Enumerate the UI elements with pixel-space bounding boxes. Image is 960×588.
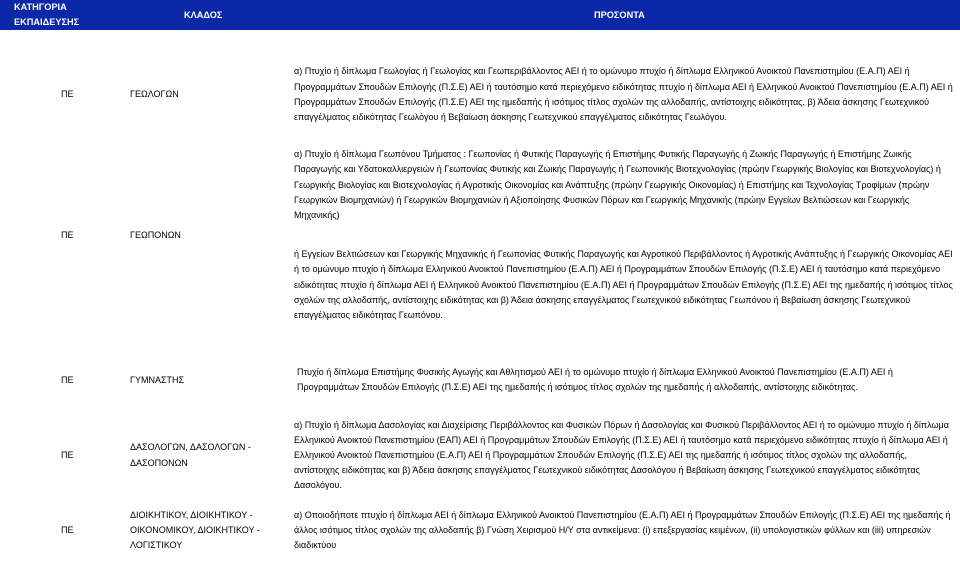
qualification-paragraph: α) Οποιοδήποτε πτυχίο ή δίπλωμα ΑΕΙ ή δίπλωμα Ελληνικού Ανοικτού Πανεπιστημίου (Ε.Α.Π) ΑΕΙ ή Προγραμμάτων Σπουδών Επιλογής (Π.Σ.Ε) ΑΕΙ της ημεδαπής ή άλλος ισότιμος τίτλος σχολών της αλλοδαπής β) Γνώση Χειρισμού Η/Υ στα αντικείμενα: (i) επεξεργασίας κειμένων, (ii) υπολογιστικών φύλλων και (iii) υπηρεσιών διαδικτύου <box>294 509 951 551</box>
row-branch: ΔΑΣΟΛΟΓΩΝ, ΔΑΣΟΛΟΓΩΝ - ΔΑΣΟΠΟΝΩΝ <box>130 442 251 468</box>
row-qualifications <box>286 365 960 395</box>
row-qualifications <box>286 418 960 494</box>
header-qualifications: ΠΡΟΣΟΝΤΑ <box>286 0 960 30</box>
row-category: ΠΕ <box>61 450 74 461</box>
table-row <box>0 508 960 554</box>
table-header-row <box>0 0 960 30</box>
qualification-paragraph: α) Πτυχίο ή δίπλωμα Γεωπόνου Τμήματος : Γεωπονίας ή Φυτικής Παραγωγής ή Επιστήμης Φυτικής Παραγωγής ή Ζωικής Παραγωγής ή Επιστήμης Ζωικής Παραγωγής και Υδατοκαλλιεργειών ή Γεωπονίας Φυτικής και Ζωικής Παραγωγής ή Γεωπονικής Βιοτεχνολογίας (πρώην Γεωργικής Βιολογίας και Βιοτεχνολογίας) ή Γεωργικής Βιολογίας και Βιοτεχνολογίας ή Αγροτικής Οικονομίας και Ανάπτυξης (πρώην Γεωργικής Οικονομίας) ή Επιστήμης και Τεχνολογίας Τροφίμων (πρώην Γεωργικών Βιομηχανιών) ή Γεωργικών Βιομηχανιών ή Αξιοποίησης Φυσικών Πόρων και Γεωργικής Μηχανικής (πρώην Εγγείων Βελτιώσεων και Γεωργικής Μηχανικής) <box>294 149 941 221</box>
table-row <box>0 365 960 395</box>
row-branch: ΓΕΩΠΟΝΩΝ <box>130 229 181 240</box>
table-row <box>0 147 960 323</box>
table-row <box>0 64 960 125</box>
table-row <box>0 418 960 494</box>
header-category: ΚΑΤΗΓΟΡΙΑ ΕΚΠΑΙΔΕΥΣΗΣ <box>0 0 120 30</box>
qualification-paragraph: α) Πτυχίο ή δίπλωμα Δασολογίας και Διαχείρισης Περιβάλλοντος και Φυσικών Πόρων ή Δασολογίας και Φυσικού Περιβάλλοντος ΑΕΙ ή το ομώνυμο πτυχίο ή δίπλωμα Ελληνικού Ανοικτού Πανεπιστημίου (ΕΑΠ) ΑΕΙ ή Προγραμμάτων Σπουδών Επιλογής (Π.Σ.Ε) ΑΕΙ ή ταυτόσημο κατά περιεχόμενο ειδικότητας πτυχίο ή δίπλωμα ΑΕΙ ή Ελληνικού Ανοικτού Πανεπιστημίου (Ε.Α.Π) ΑΕΙ ή Προγραμμάτων Σπουδών Επιλογής (Π.Σ.Ε) ΑΕΙ της ημεδαπής ή ισότιμος τίτλος σχολών της αλλοδαπής, αντίστοιχης ειδικότητας και β) Άδεια άσκησης επαγγέλματος Γεωτεχνικού ειδικότητας Δασολόγου ή Βεβαίωση άσκησης Γεωτεχνικού επαγγέλματος ειδικότητας Δασολόγου. <box>294 419 949 491</box>
qualification-paragraph: Πτυχίο ή δίπλωμα Επιστήμης Φυσικής Αγωγής και Αθλητισμού ΑΕΙ ή το ομώνυμο πτυχίο ή δίπλωμα Ελληνικού Ανοικτού Πανεπιστημίου (Ε.Α.Π) ΑΕΙ ή Προγραμμάτων Σπουδών Επιλογής (Π.Σ.Ε) ΑΕΙ της ημεδαπής ή ισότιμος τίτλος σχολών της ημεδαπής ή αλλοδαπής, αντίστοιχης ειδικότητας. <box>297 367 893 393</box>
row-branch: ΓΥΜΝΑΣΤΗΣ <box>130 374 185 385</box>
row-category: ΠΕ <box>61 229 74 240</box>
row-category: ΠΕ <box>61 374 74 385</box>
qualification-paragraph: ή Εγγείων Βελτιώσεων και Γεωργικής Μηχανικής ή Γεωπονίας Φυτικής Παραγωγής και Αγροτικού Περιβάλλοντος ή Αγροτικής Ανάπτυξης ή Γεωργικής Οικονομίας ΑΕΙ ή το ομώνυμο πτυχίο ή δίπλωμα Ελληνικού Ανοικτού Πανεπιστημίου (Ε.Α.Π) ΑΕΙ ή Προγραμμάτων Σπουδών Επιλογής (Π.Σ.Ε) ΑΕΙ ή ταυτόσημο κατά περιεχόμενο ειδικότητας πτυχίο ή δίπλωμα ΑΕΙ ή Ελληνικού Ανοικτού Πανεπιστημίου (Ε.Α.Π) ΑΕΙ ή Προγραμμάτων Σπουδών Επιλογής (Π.Σ.Ε) ΑΕΙ της ημεδαπής ή ισότιμος τίτλος σχολών της αλλοδαπής, αντίστοιχης ειδικότητας και β) Άδεια άσκησης επαγγέλματος Γεωτεχνικού ειδικότητας Γεωπόνου ή Βεβαίωση άσκησης Γεωτεχνικού επαγγέλματος ειδικότητας Γεωπόνου. <box>294 249 953 321</box>
header-branch: ΚΛΑΔΟΣ <box>120 0 286 30</box>
row-category: ΠΕ <box>61 89 74 100</box>
row-branch: ΔΙΟΙΚΗΤΙΚΟΥ, ΔΙΟΙΚΗΤΙΚΟΥ - ΟΙΚΟΝΟΜΙΚΟΥ, ΔΙΟΙΚΗΤΙΚΟΥ - ΛΟΓΙΣΤΙΚΟΥ <box>130 509 260 551</box>
row-qualifications <box>286 64 960 125</box>
row-qualifications <box>286 147 960 323</box>
row-qualifications <box>286 508 960 554</box>
row-category: ΠΕ <box>61 524 74 535</box>
row-branch: ΓΕΩΛΟΓΩΝ <box>130 89 179 100</box>
qualification-paragraph: α) Πτυχίο ή δίπλωμα Γεωλογίας ή Γεωλογίας και Γεωπεριβάλλοντος ΑΕΙ ή το ομώνυμο πτυχίο ή δίπλωμα Ελληνικού Ανοικτού Πανεπιστημίου (Ε.Α.Π) ΑΕΙ ή Προγραμμάτων Σπουδών Επιλογής (Π.Σ.Ε) ΑΕΙ ή ταυτόσημο κατά περιεχόμενο ειδικότητας πτυχίο ή δίπλωμα ΑΕΙ ή Ελληνικού Ανοικτού Πανεπιστημίου (Ε.Α.Π) ΑΕΙ ή Προγραμμάτων Σπουδών Επιλογής (Π.Σ.Ε) ΑΕΙ της ημεδαπής ή ισότιμος τίτλος σχολών της αλλοδαπής, αντίστοιχης ειδικότητας, β) Άδεια άσκησης Γεωτεχνικού επαγγέλματος ειδικότητας Γεωλόγου ή Βεβαίωση άσκησης Γεωτεχνικού επαγγέλματος ειδικότητας Γεωλόγου. <box>294 66 953 123</box>
